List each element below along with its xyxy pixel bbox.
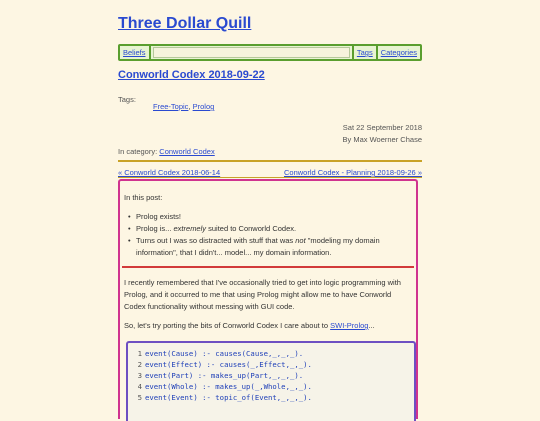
divider — [118, 177, 422, 178]
tag-link[interactable]: Prolog — [192, 102, 215, 111]
body-paragraph: I recently remembered that I've occasionally tried to get into logic programming with Prolog, and it occurred to me that using Prolog might allow me to have Conworld Codex functionality without messing with GUI code. — [124, 278, 401, 311]
body-paragraph: So, let's try porting the bits of Conworld Codex I care about to SWI-Prolog... — [124, 321, 375, 330]
code-line: 5 event(Event) :- topic_of(Event,_,_,_). — [132, 392, 312, 403]
line-number: 3 — [137, 371, 142, 380]
tag-link[interactable]: Free-Topic — [153, 102, 189, 111]
tags-list — [153, 102, 214, 111]
nav-bar — [118, 44, 422, 61]
nav-categories-link[interactable]: Categories — [380, 48, 417, 57]
post-date: Sat 22 September 2018 — [342, 123, 422, 132]
code-block — [126, 341, 416, 421]
line-number: 4 — [137, 382, 142, 391]
code-line: 3 event(Part) :- makes_up(Part,_,_,_). — [132, 370, 303, 381]
in-this-post-heading: In this post: — [124, 193, 163, 202]
code-line: 2 event(Effect) :- causes(_,Effect,_,_). — [132, 359, 312, 370]
post-category — [118, 147, 215, 156]
next-post-link[interactable]: Conworld Codex - Planning 2018-09-26 » — [283, 168, 422, 177]
prev-post-link[interactable]: « Conworld Codex 2018-06-14 — [118, 168, 221, 177]
toc-item: • Prolog exists! — [126, 211, 412, 223]
line-number: 2 — [137, 360, 142, 369]
nav-tags-link[interactable]: Tags — [356, 48, 373, 57]
toc-item: • Prolog is... extremely suited to Conworld Codex. — [126, 223, 412, 235]
nav-search-field[interactable] — [153, 47, 350, 58]
category-link[interactable]: Conworld Codex — [159, 147, 215, 156]
site-title-link[interactable]: Three Dollar Quill — [118, 15, 252, 32]
post-author: By Max Woerner Chase — [342, 135, 422, 144]
post-content — [118, 179, 418, 419]
code-line: 4 event(Whole) :- makes_up(_,Whole,_,_). — [132, 381, 312, 392]
section-divider — [122, 266, 414, 268]
tags-label: Tags: — [118, 95, 136, 104]
nav-separator — [149, 46, 151, 59]
swi-prolog-link[interactable]: SWI-Prolog — [330, 321, 369, 330]
divider — [118, 160, 422, 162]
toc-list — [126, 211, 412, 259]
line-number: 1 — [137, 349, 142, 358]
post-title-link[interactable]: Conworld Codex 2018-09-22 — [118, 69, 265, 81]
category-label: In category: — [118, 147, 160, 156]
tag-separator: , — [188, 102, 193, 111]
line-number: 5 — [137, 393, 142, 402]
code-line: 1 event(Cause) :- causes(Cause,_,_,_). — [132, 348, 303, 359]
toc-item: • Turns out I was so distracted with stuff that was not "modeling my domain information", that I didn't... model... my domain information. — [126, 235, 412, 259]
nav-beliefs-link[interactable]: Beliefs — [123, 48, 146, 57]
